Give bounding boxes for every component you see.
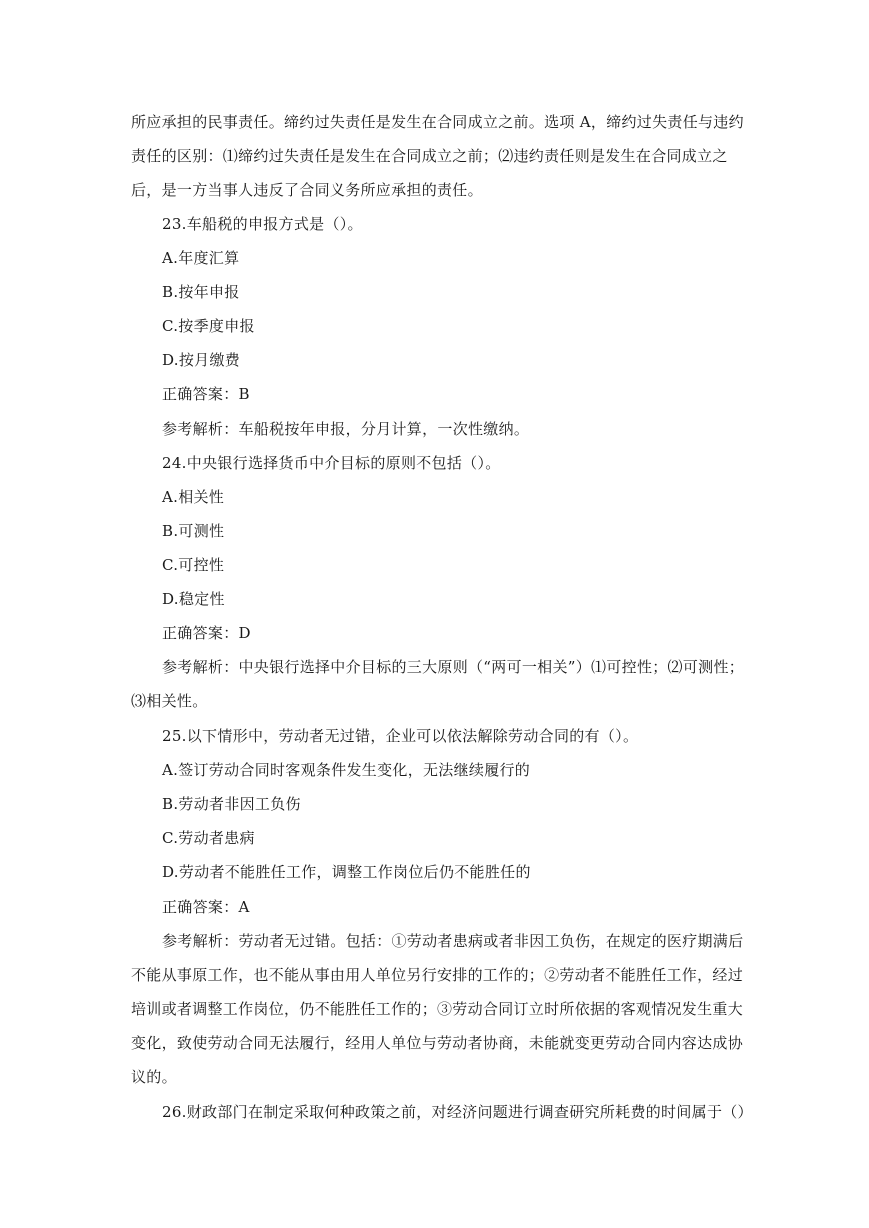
analysis: 参考解析：车船税按年申报，分月计算，一次性缴纳。	[162, 420, 530, 438]
option-b: B.按年申报	[162, 283, 240, 301]
text-line: 后，是一方当事人违反了合同义务所应承担的责任。	[131, 181, 483, 199]
analysis: 参考解析：中央银行选择中介目标的三大原则（“两可一相关”）⑴可控性；⑵可测性；	[162, 658, 745, 676]
question-26: 26.财政部门在制定采取何种政策之前，对经济问题进行调查研究所耗费的时间属于（）	[162, 1103, 753, 1121]
question-25: 25.以下情形中，劳动者无过错，企业可以依法解除劳动合同的有（）。	[162, 727, 639, 745]
option-b: B.可测性	[162, 522, 225, 540]
text-line: 责任的区别：⑴缔约过失责任是发生在合同成立之前；⑵违约责任则是发生在合同成立之	[131, 147, 728, 165]
option-c: C.按季度申报	[162, 317, 255, 335]
option-a: A.年度汇算	[162, 249, 240, 267]
option-d: D.按月缴费	[162, 351, 241, 369]
question-24: 24.中央银行选择货币中介目标的原则不包括（）。	[162, 454, 501, 472]
option-c: C.可控性	[162, 556, 225, 574]
option-c: C.劳动者患病	[162, 829, 255, 847]
text-line: 不能从事原工作，也不能从事由用人单位另行安排的工作的；②劳动者不能胜任工作，经过	[131, 966, 744, 984]
answer: 正确答案：A	[162, 898, 250, 916]
text-line: 议的。	[131, 1068, 177, 1086]
analysis: 参考解析：劳动者无过错。包括：①劳动者患病或者非因工负伤，在规定的医疗期满后	[162, 932, 744, 950]
text-line: 所应承担的民事责任。缔约过失责任是发生在合同成立之前。选项 A，缔约过失责任与违约	[131, 113, 744, 131]
answer: 正确答案：D	[162, 624, 251, 642]
option-a: A.相关性	[162, 488, 225, 506]
option-d: D.劳动者不能胜任工作，调整工作岗位后仍不能胜任的	[162, 863, 531, 881]
text-line: 变化，致使劳动合同无法履行，经用人单位与劳动者协商，未能就变更劳动合同内容达成协	[131, 1034, 744, 1052]
text-line: ⑶相关性。	[131, 692, 208, 710]
answer: 正确答案：B	[162, 385, 250, 403]
option-d: D.稳定性	[162, 590, 225, 608]
option-a: A.签订劳动合同时客观条件发生变化，无法继续履行的	[162, 761, 531, 779]
text-line: 培训或者调整工作岗位，仍不能胜任工作的；③劳动合同订立时所依据的客观情况发生重大	[131, 1000, 744, 1018]
option-b: B.劳动者非因工负伤	[162, 795, 301, 813]
question-23: 23.车船税的申报方式是（）。	[162, 215, 363, 233]
